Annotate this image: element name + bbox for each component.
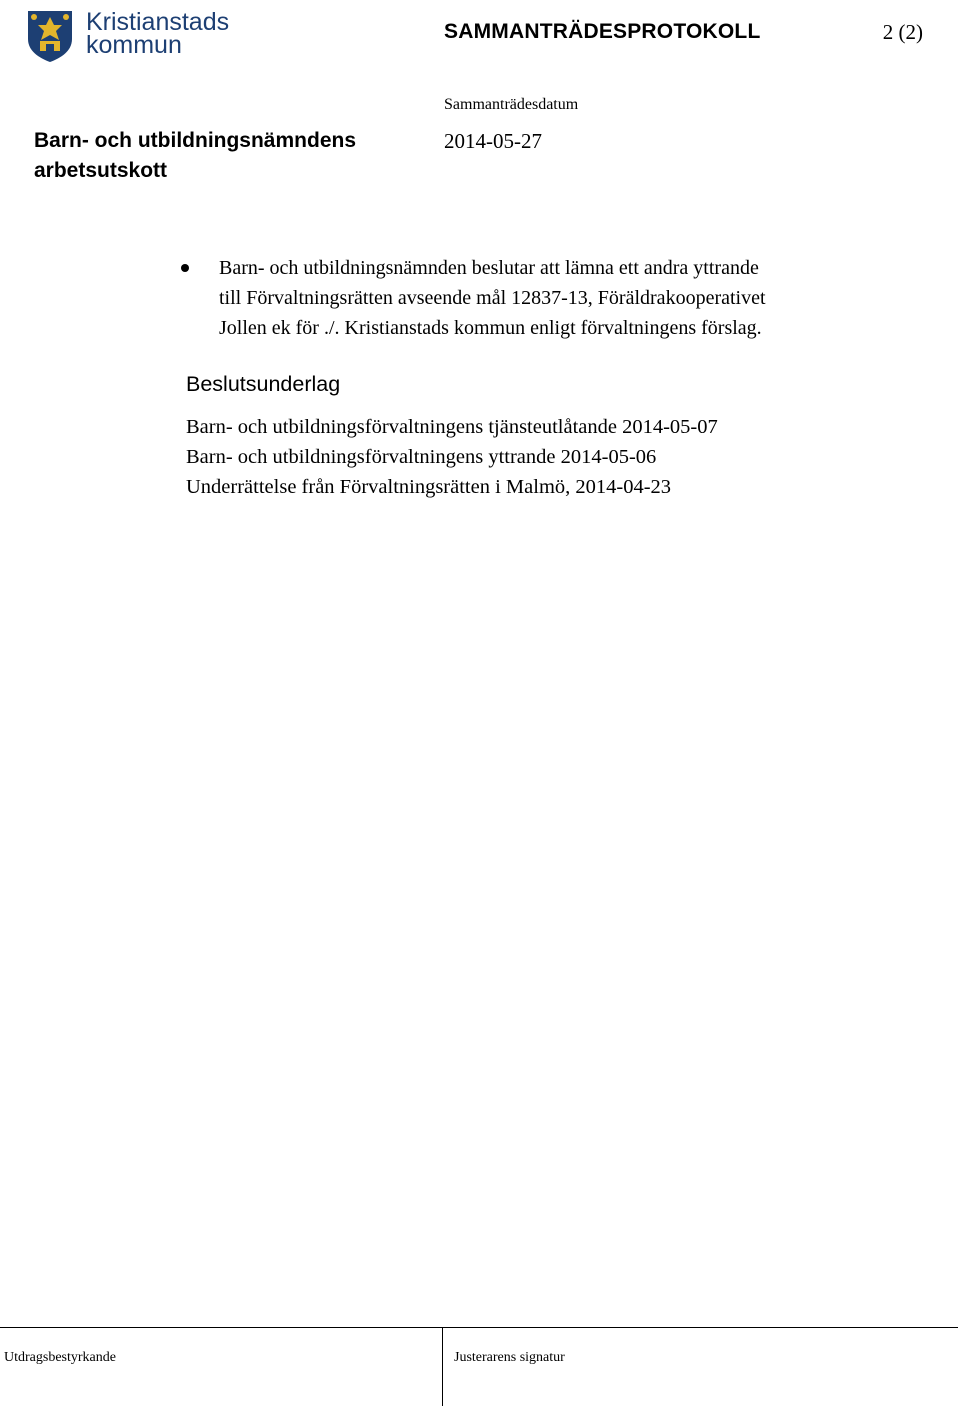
footer-signature-label: Justerarens signatur (454, 1350, 565, 1365)
list-item: Underrättelse från Förvaltningsrätten i Malmö, 2014-04-23 (186, 476, 672, 498)
decision-line: till Förvaltningsrätten avseende mål 12837-13, Föräldrakooperativet (219, 287, 766, 309)
section-heading-beslutsunderlag: Beslutsunderlag (186, 372, 341, 396)
logo-text-line2: kommun (86, 31, 182, 59)
footer-extract-certification-label: Utdragsbestyrkande (4, 1350, 116, 1365)
decision-text (219, 253, 859, 343)
kristianstads-kommun-logo (24, 5, 230, 63)
list-item: Barn- och utbildningsförvaltningens tjänsteutlåtande 2014-05-07 (186, 416, 718, 438)
bullet-icon (181, 264, 189, 272)
meeting-date: 2014-05-27 (444, 129, 542, 153)
list-item: Barn- och utbildningsförvaltningens yttrande 2014-05-06 (186, 446, 657, 468)
meeting-date-label: Sammanträdesdatum (444, 96, 579, 113)
document-type: SAMMANTRÄDESPROTOKOLL (444, 20, 761, 43)
decision-line: Barn- och utbildningsnämnden beslutar att lämna ett andra yttrande (219, 257, 759, 279)
decision-line: Jollen ek för ./. Kristianstads kommun enligt förvaltningens förslag. (219, 317, 762, 339)
coat-of-arms-icon (24, 5, 76, 63)
committee-name: Barn- och utbildningsnämndens arbetsutskott (34, 129, 357, 182)
footer-divider-horizontal (0, 1327, 958, 1328)
basis-document-list (186, 412, 718, 502)
page-number: 2 (2) (882, 20, 923, 44)
footer-divider-vertical (442, 1327, 443, 1406)
logo-text-line1: Kristianstads (86, 8, 230, 36)
